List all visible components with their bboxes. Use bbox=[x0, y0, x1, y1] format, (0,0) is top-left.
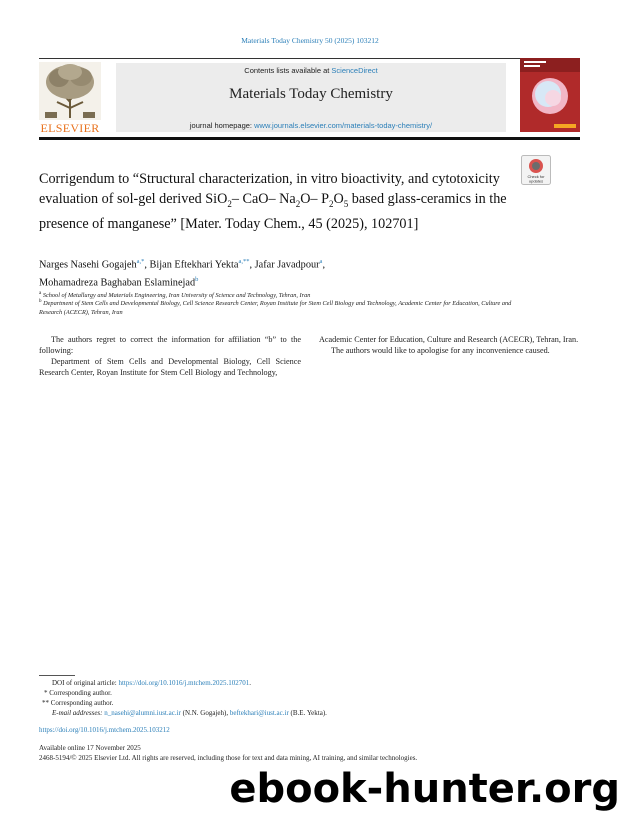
svg-text:Check for: Check for bbox=[527, 174, 545, 179]
email-link[interactable]: beftekhari@iust.ac.ir bbox=[229, 709, 289, 717]
author-name[interactable]: Mohamadreza Baghaban Eslaminejad bbox=[39, 277, 196, 289]
author-list: Narges Nasehi Gogajeh$^{a,*}$, Bijan Eftekhari Yekta$^{a,**}$, Jafar Javadpour$^a$, Mohamadreza Baghaban Eslaminejad$^b$ bbox=[39, 258, 326, 289]
contents-available: Contents lists available at ScienceDirect bbox=[244, 66, 378, 75]
journal-title: Materials Today Chemistry bbox=[229, 86, 393, 102]
sciencedirect-link[interactable]: ScienceDirect bbox=[331, 66, 378, 75]
journal-citation-line[interactable]: Materials Today Chemistry 50 (2025) 103212 bbox=[241, 36, 379, 45]
journal-cover-image[interactable] bbox=[520, 58, 580, 132]
body-paragraph: Department of Stem Cells and Developmental Biology, Cell Science Research Center, Royan Institute for Stem Cell Biology and Technology, bbox=[39, 357, 301, 377]
body-left-column bbox=[39, 334, 301, 378]
body-paragraph: The authors would like to apologise for any inconvenience caused. bbox=[331, 346, 550, 355]
body-paragraph: Academic Center for Education, Culture and Research (ACECR), Tehran, Iran. bbox=[319, 335, 579, 344]
affiliation-b: $^b$ Department of Stem Cells and Developmental Biology, Cell Science Research Center, Royan Institute for Stem Cell Biology and Technology, Academic Center for Education, Culture and Research (ACECR), Tehran, Iran bbox=[39, 299, 512, 317]
footnote-rule bbox=[39, 675, 75, 676]
affiliation-a: $^a$ School of Metallurgy and Materials Engineering, Iran University of Science and Technology, Tehran, Iran bbox=[39, 291, 311, 300]
email-footnote: E-mail addresses: n_nasehi@alumni.iust.ac.ir (N.N. Gogajeh), beftekhari@iust.ac.ir (B.E. Yekta). bbox=[52, 709, 327, 717]
header-thick-rule bbox=[39, 137, 580, 140]
corresponding-author-2: ** Corresponding author. bbox=[42, 699, 114, 707]
email-link[interactable]: n_nasehi@alumni.iust.ac.ir bbox=[104, 709, 181, 717]
article-doi-link[interactable]: https://doi.org/10.1016/j.mtchem.2025.103212 bbox=[39, 726, 170, 734]
corresponding-author-1: * Corresponding author. bbox=[44, 689, 112, 697]
elsevier-wordmark: ELSEVIER bbox=[40, 121, 100, 135]
available-online: Available online 17 November 2025 bbox=[39, 744, 141, 752]
doi-original-link[interactable]: https://doi.org/10.1016/j.mtchem.2025.102701 bbox=[118, 679, 250, 687]
author-name[interactable]: Bijan Eftekhari Yekta bbox=[149, 259, 239, 271]
article-title: Corrigendum to “Structural characterization, in vitro bioactivity, and cytotoxicity evaluation of sol-gel derived SiO$_2$– CaO– $Na_2O-$ $P_2O_5$ based glass-ceramics in the presence of manganese” [Mater. Today Chem., 45 (2025), 102701] bbox=[39, 171, 507, 232]
journal-homepage: journal homepage: www.journals.elsevier.com/materials-today-chemistry/ bbox=[189, 121, 433, 130]
homepage-link[interactable]: www.journals.elsevier.com/materials-today-chemistry/ bbox=[254, 121, 433, 130]
author-name[interactable]: Jafar Javadpour bbox=[254, 259, 320, 271]
doi-original-footnote: DOI of original article: https://doi.org/10.1016/j.mtchem.2025.102701. bbox=[52, 679, 251, 687]
watermark-text: ebook-hunter.org bbox=[229, 766, 620, 812]
header-top-rule bbox=[39, 58, 580, 59]
body-right-column bbox=[319, 334, 581, 356]
copyright-notice: 2468-5194/© 2025 Elsevier Ltd. All rights are reserved, including those for text and data mining, AI training, and similar technologies. bbox=[39, 754, 418, 762]
body-paragraph: The authors regret to correct the information for affiliation “b” to the following: bbox=[39, 335, 301, 355]
author-name[interactable]: Narges Nasehi Gogajeh bbox=[39, 259, 137, 271]
check-for-updates-badge[interactable] bbox=[521, 155, 551, 185]
svg-text:updates: updates bbox=[528, 178, 544, 184]
